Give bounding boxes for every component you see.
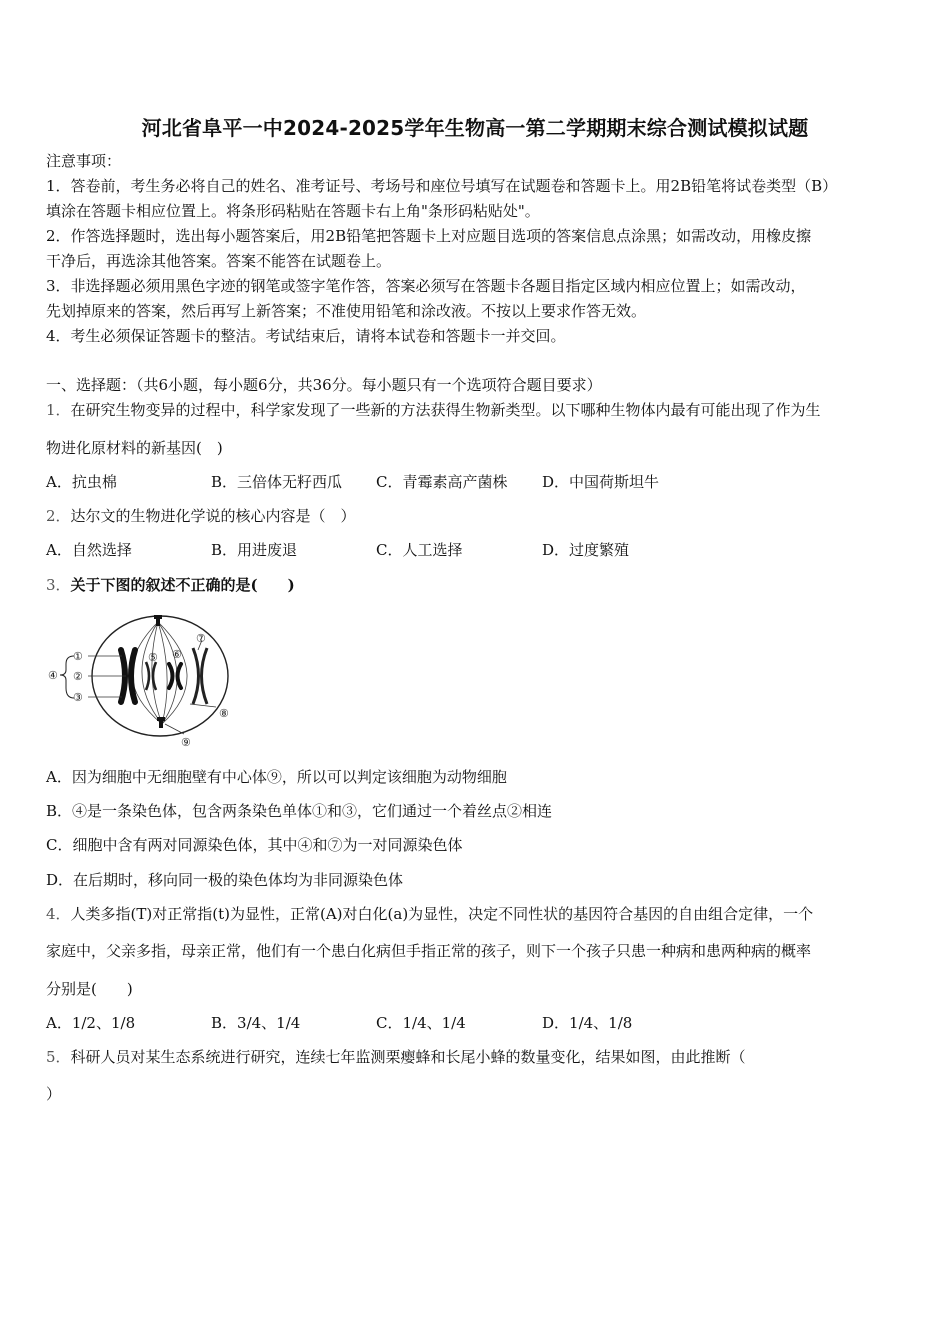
figure-label: ⑧ (219, 708, 229, 720)
section-header: 一、选择题：（共6小题，每小题6分，共36分。每小题只有一个选项符合题目要求） (46, 376, 602, 394)
chromosome-5 (146, 662, 156, 690)
question-3-option-b[interactable]: B．④是一条染色体，包含两条染色单体①和③，它们通过一个着丝点②相连 (46, 802, 553, 820)
option-c[interactable]: C．人工选择 (376, 541, 463, 559)
question-text: 达尔文的生物进化学说的核心内容是（ ） (70, 507, 356, 525)
question-5-stem-cont: ） (46, 1085, 62, 1103)
question-number: 3． (46, 576, 71, 594)
notice-line: 2．作答选择题时，选出每小题答案后，用2B铅笔把答题卡上对应题目选项的答案信息点涂黑；如需改动，用橡皮擦 (46, 227, 812, 245)
page-title: 河北省阜平一中2024-2025学年生物高一第二学期期末综合测试模拟试题 (141, 116, 809, 140)
question-5-stem (46, 1047, 746, 1067)
option-b[interactable]: B．用进废退 (211, 541, 298, 559)
question-2-options (46, 540, 906, 560)
figure-label: ⑤ (148, 652, 158, 664)
notice-line: 干净后，再选涂其他答案。答案不能答在试题卷上。 (46, 252, 392, 270)
question-4-stem-cont: 分别是( ) (46, 980, 133, 998)
question-4-stem (46, 904, 813, 924)
figure-label: ① (73, 651, 83, 663)
notice-line: 填涂在答题卡相应位置上。将条形码粘贴在答题卡右上角"条形码粘贴处"。 (46, 202, 540, 220)
option-b[interactable]: B．3/4、1/4 (211, 1014, 301, 1032)
option-d[interactable]: D．过度繁殖 (542, 541, 630, 559)
option-a[interactable]: A．1/2、1/8 (46, 1014, 136, 1032)
notice-line: 1．答卷前，考生务必将自己的姓名、准考证号、考场号和座位号填写在试题卷和答题卡上。用2B铅笔将试卷类型（B） (46, 177, 838, 195)
question-number: 2． (46, 507, 71, 525)
question-4-stem-cont: 家庭中，父亲多指，母亲正常，他们有一个患白化病但手指正常的孩子，则下一个孩子只患一种病和患两种病的概率 (46, 942, 812, 960)
option-d[interactable]: D．中国荷斯坦牛 (542, 473, 660, 491)
option-a[interactable]: A．抗虫棉 (46, 473, 117, 491)
notice-line: 3．非选择题必须用黑色字迹的钢笔或签字笔作答，答案必须写在答题卡各题目指定区域内相应位置上；如需改动， (46, 277, 806, 295)
figure-label: ③ (73, 692, 83, 704)
chromosome-7 (193, 648, 207, 704)
notice-heading: 注意事项： (46, 152, 122, 170)
question-3-stem (46, 575, 295, 595)
notice-line: 4．考生必须保证答题卡的整洁。考试结束后，请将本试卷和答题卡一并交回。 (46, 327, 566, 345)
figure-label: ⑥ (172, 649, 182, 661)
question-1-options (46, 472, 906, 492)
question-2-stem (46, 506, 356, 526)
question-1-stem-cont: 物进化原材料的新基因( ) (46, 439, 223, 457)
question-number: 1． (46, 401, 71, 419)
option-a[interactable]: A．自然选择 (46, 541, 132, 559)
question-text: 在研究生物变异的过程中，科学家发现了一些新的方法获得生物新类型。以下哪种生物体内最有可能出现了作为生 (70, 401, 821, 419)
question-1-stem (46, 400, 821, 420)
cell-division-diagram (44, 606, 244, 756)
question-number: 5． (46, 1048, 71, 1066)
figure-label: ④ (48, 670, 58, 682)
question-text: 人类多指(T)对正常指(t)为显性，正常(A)对白化(a)为显性，决定不同性状的基因符合基因的自由组合定律，一个 (70, 905, 814, 923)
figure-label: ② (73, 671, 83, 683)
option-b[interactable]: B．三倍体无籽西瓜 (211, 473, 343, 491)
option-c[interactable]: C．青霉素高产菌株 (376, 473, 508, 491)
question-4-options (46, 1013, 906, 1033)
option-d[interactable]: D．1/4、1/8 (542, 1014, 633, 1032)
notice-line: 先划掉原来的答案，然后再写上新答案；不准使用铅笔和涂改液。不按以上要求作答无效。 (46, 302, 647, 320)
chromosome-6 (169, 664, 181, 688)
question-text: 科研人员对某生态系统进行研究，连续七年监测栗瘿蜂和长尾小蜂的数量变化，结果如图，由此推断（ (70, 1048, 746, 1066)
bracket-4 (60, 656, 74, 698)
figure-label: ⑨ (181, 737, 191, 749)
question-number: 4． (46, 905, 71, 923)
question-3-option-c[interactable]: C．细胞中含有两对同源染色体，其中④和⑦为一对同源染色体 (46, 836, 463, 854)
question-3-option-d[interactable]: D．在后期时，移向同一极的染色体均为非同源染色体 (46, 871, 404, 889)
figure-label: ⑦ (196, 633, 206, 645)
question-3-option-a[interactable]: A．因为细胞中无细胞壁有中心体⑨，所以可以判定该细胞为动物细胞 (46, 768, 507, 786)
option-c[interactable]: C．1/4、1/4 (376, 1014, 466, 1032)
question-text: 关于下图的叙述不正确的是( ) (70, 576, 295, 594)
